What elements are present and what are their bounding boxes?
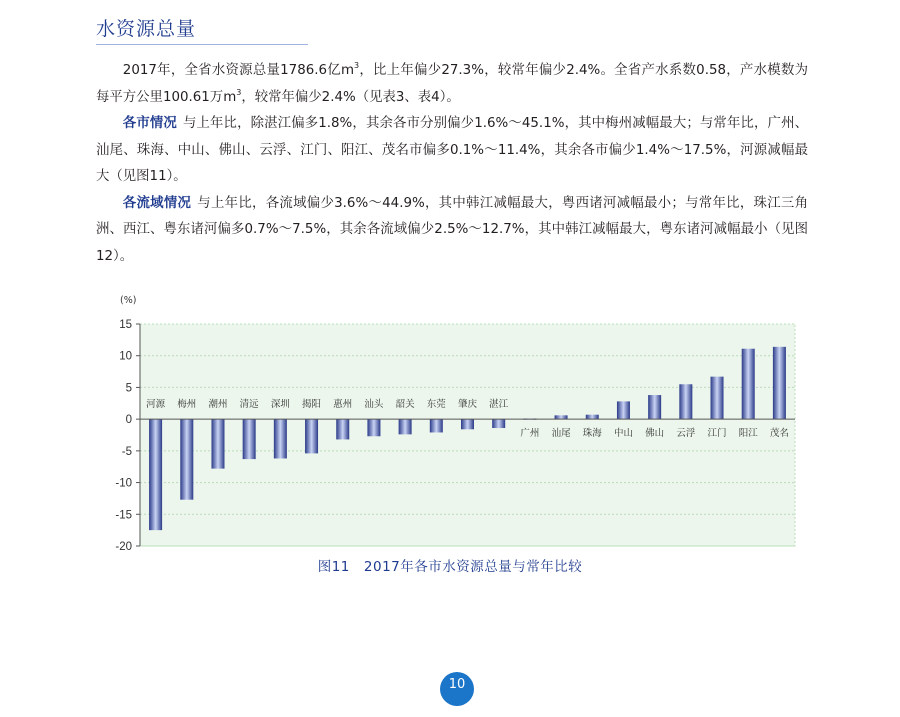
category-label: 深圳 bbox=[270, 399, 290, 411]
category-label: 揭阳 bbox=[302, 399, 322, 411]
category-label: 梅州 bbox=[177, 399, 197, 411]
p1-sup-1: 3 bbox=[354, 61, 360, 70]
category-label: 茂名 bbox=[769, 428, 789, 440]
y-tick-label: -5 bbox=[121, 445, 132, 458]
category-label: 湛江 bbox=[489, 399, 509, 411]
bar-19 bbox=[742, 349, 755, 419]
category-label: 阳江 bbox=[738, 428, 758, 440]
y-tick-label: -15 bbox=[115, 509, 132, 522]
plot-area bbox=[140, 324, 795, 546]
y-axis-unit-label: (%) bbox=[120, 295, 137, 306]
category-label: 云浮 bbox=[676, 428, 696, 440]
y-tick-label: 0 bbox=[125, 414, 132, 427]
bar-3 bbox=[243, 419, 256, 459]
y-tick-label: -10 bbox=[115, 477, 132, 490]
bar-14 bbox=[586, 415, 599, 419]
bar-6 bbox=[336, 419, 349, 439]
category-label: 江门 bbox=[707, 428, 727, 440]
bar-1 bbox=[180, 419, 193, 500]
p1-text-b: ，比上年偏少27.3%，较常年偏少2.4%。全省产水系数0.58，产水模数为每平方公里100.61万m bbox=[96, 63, 809, 105]
bar-20 bbox=[773, 347, 786, 419]
category-label: 佛山 bbox=[645, 428, 665, 440]
category-label: 珠海 bbox=[582, 428, 602, 440]
bar-15 bbox=[617, 401, 630, 419]
bar-11 bbox=[492, 419, 505, 428]
section-title: 水资源总量 bbox=[96, 18, 197, 40]
category-label: 清远 bbox=[239, 399, 259, 411]
bar-8 bbox=[399, 419, 412, 434]
y-tick-label: 5 bbox=[125, 382, 132, 395]
bar-5 bbox=[305, 419, 318, 453]
bar-16 bbox=[648, 395, 661, 419]
category-label: 广州 bbox=[520, 428, 540, 440]
page-number-badge: 10 bbox=[440, 672, 474, 706]
cities-text: 与上年比，除湛江偏多1.8%，其余各市分别偏少1.6%～45.1%，其中梅州减幅最大；与常年比，广州、汕尾、珠海、中山、佛山、云浮、江门、阳江、茂名市偏多0.1%～11.4%，其余各市偏少1.4%～17.5%，河源减幅最大（见图11）。 bbox=[96, 116, 809, 184]
y-tick-label: -20 bbox=[115, 541, 132, 553]
cities-label: 各市情况 bbox=[122, 116, 177, 131]
bar-9 bbox=[430, 419, 443, 432]
category-label: 惠州 bbox=[333, 399, 353, 411]
category-label: 汕头 bbox=[364, 399, 384, 411]
figure-title: 2017年各市水资源总量与常年比较 bbox=[363, 559, 583, 575]
figure-caption bbox=[0, 555, 900, 575]
category-label: 东莞 bbox=[426, 399, 446, 411]
p1-sup-2: 3 bbox=[236, 87, 242, 97]
category-label: 潮州 bbox=[208, 399, 228, 411]
category-label: 河源 bbox=[146, 399, 166, 411]
bar-13 bbox=[555, 415, 568, 419]
y-tick-label: 10 bbox=[119, 350, 132, 363]
bar-0 bbox=[149, 419, 162, 530]
p1-text-c: ，较常年偏少2.4%（见表3、表4）。 bbox=[241, 89, 460, 105]
category-label: 汕尾 bbox=[551, 428, 571, 440]
category-label: 肇庆 bbox=[457, 399, 478, 411]
category-label: 中山 bbox=[613, 428, 633, 440]
p1-text-a: 2017年，全省水资源总量1786.6亿m bbox=[122, 63, 355, 78]
bar-10 bbox=[461, 419, 474, 429]
basins-text: 与上年比，各流域偏少3.6%～44.9%，其中韩江减幅最大，粤西诸河减幅最小；与常年比，珠江三角洲、西江、粤东诸河偏多0.7%～7.5%，其余各流域偏少2.5%～12.7%，其中韩江减幅最大，粤东诸河减幅最小（见图12）。 bbox=[96, 195, 808, 264]
bar-17 bbox=[679, 384, 692, 419]
bar-18 bbox=[711, 377, 724, 419]
y-tick-label: 15 bbox=[119, 319, 132, 331]
bar-7 bbox=[367, 419, 380, 436]
category-label: 韶关 bbox=[395, 399, 415, 411]
bar-4 bbox=[274, 419, 287, 458]
basins-label: 各流域情况 bbox=[122, 195, 192, 211]
figure-number: 图11 bbox=[317, 559, 350, 575]
bar-2 bbox=[211, 419, 224, 468]
